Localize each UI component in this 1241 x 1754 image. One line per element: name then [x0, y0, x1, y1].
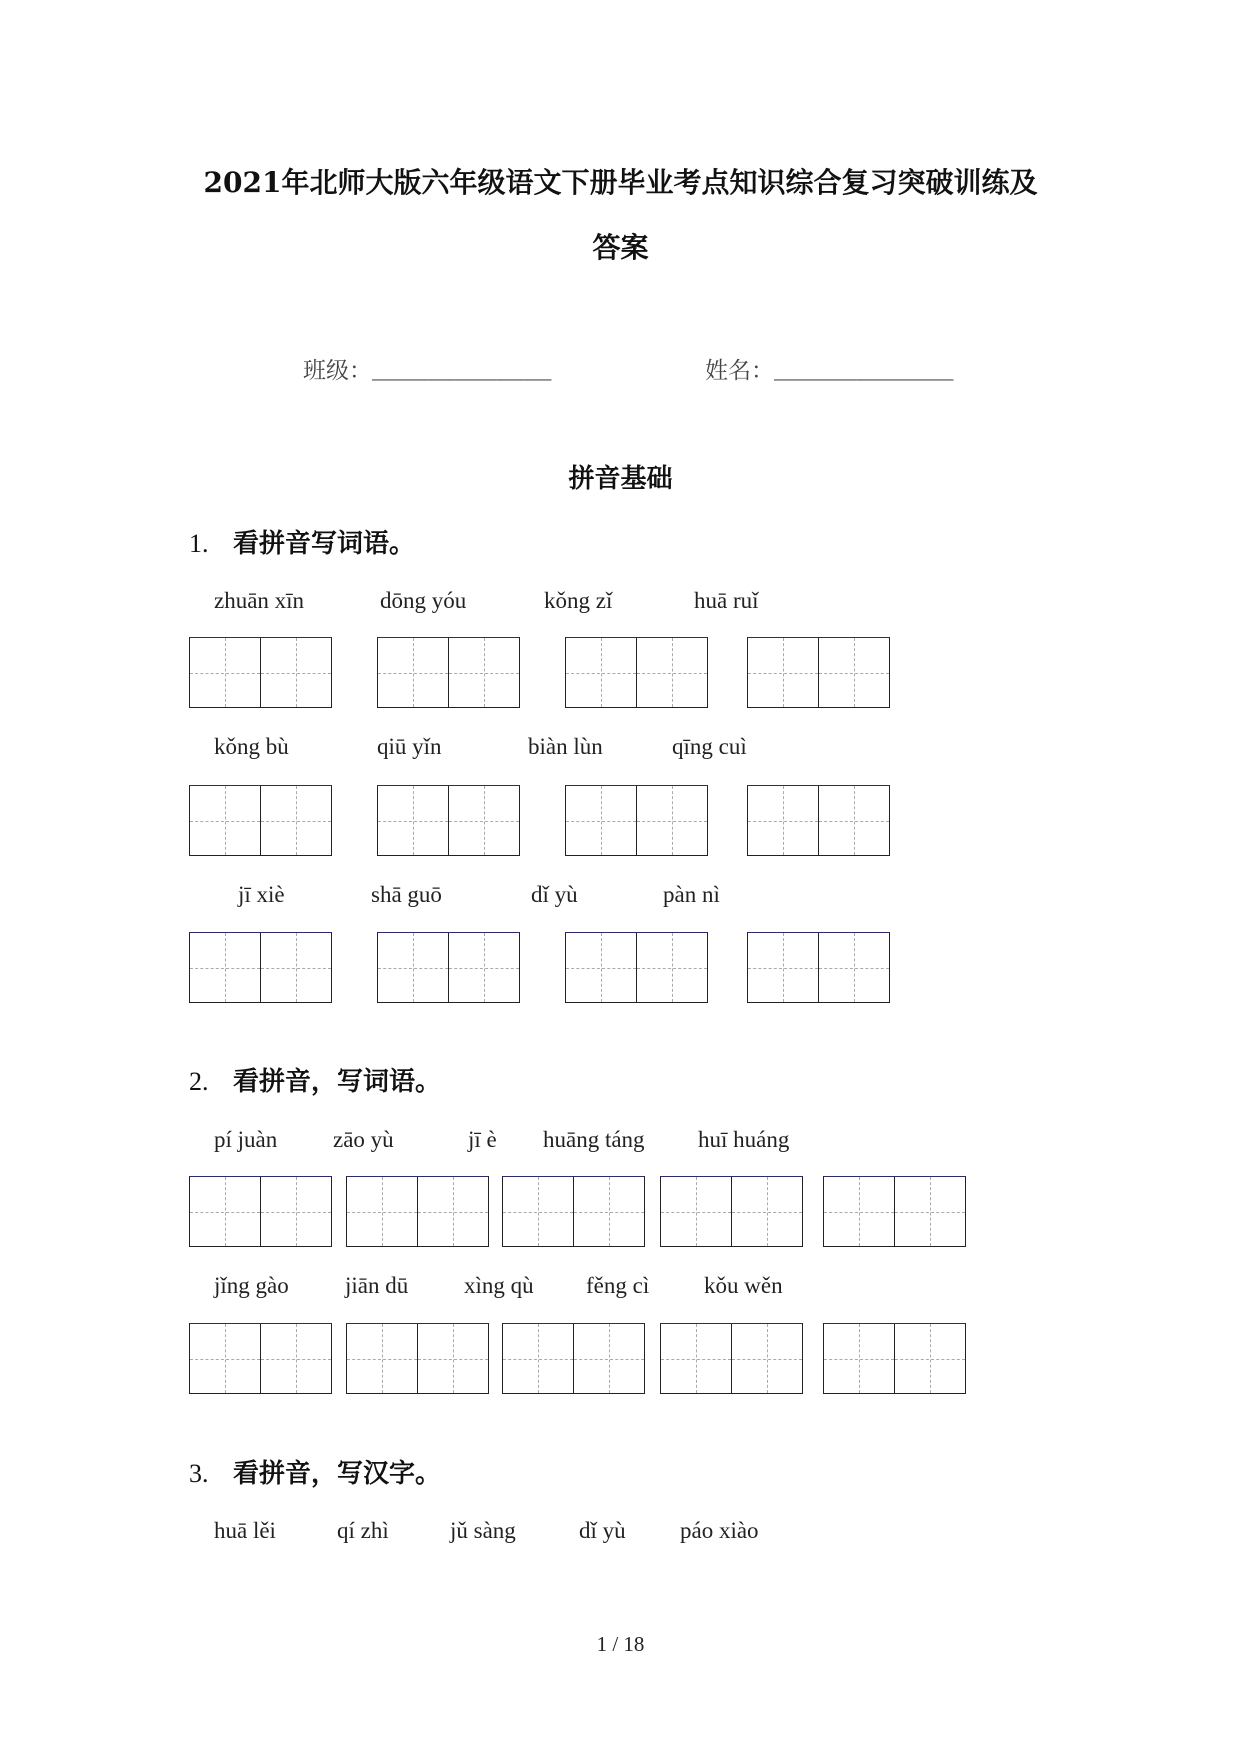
answer-box [189, 637, 332, 708]
class-label: 班级： [303, 358, 372, 384]
pinyin-word: jī è [468, 1127, 497, 1152]
writing-cell [661, 1177, 731, 1246]
question-3-number: 3. [189, 1459, 209, 1488]
class-blank: _____________ [372, 359, 552, 385]
answer-box [189, 785, 332, 856]
writing-cell [636, 786, 707, 855]
pinyin-word: jǐng gào [214, 1273, 289, 1298]
pinyin-word: huā lěi [214, 1518, 276, 1543]
writing-cell [731, 1324, 802, 1393]
pinyin-word: huāng táng [543, 1127, 645, 1152]
writing-cell [566, 638, 636, 707]
writing-cell [378, 933, 448, 1002]
pinyin-word: qiū yǐn [377, 734, 442, 759]
question-1-text: 看拼音写词语。 [233, 529, 416, 559]
pinyin-word: jǔ sàng [450, 1518, 516, 1543]
writing-cell [417, 1177, 488, 1246]
writing-cell [824, 1324, 894, 1393]
answer-box [747, 932, 890, 1003]
answer-box [189, 1323, 332, 1394]
answer-box [189, 932, 332, 1003]
pinyin-word: shā guō [371, 882, 442, 907]
answer-box [823, 1176, 966, 1247]
pinyin-word: biàn lùn [528, 734, 603, 759]
answer-box [823, 1323, 966, 1394]
writing-cell [448, 786, 519, 855]
writing-cell [378, 786, 448, 855]
name-label: 姓名： [705, 358, 774, 384]
writing-cell [503, 1324, 573, 1393]
writing-cell [748, 638, 818, 707]
answer-box [565, 932, 708, 1003]
writing-cell [731, 1177, 802, 1246]
writing-cell [818, 786, 889, 855]
answer-box [565, 785, 708, 856]
question-2-number: 2. [189, 1067, 209, 1096]
pinyin-word: huā ruǐ [694, 588, 759, 613]
writing-cell [573, 1324, 644, 1393]
writing-cell [190, 1324, 260, 1393]
writing-cell [748, 786, 818, 855]
writing-cell [347, 1324, 417, 1393]
pinyin-word: páo xiào [680, 1518, 759, 1543]
pinyin-word: kǒng zǐ [544, 588, 613, 613]
writing-cell [448, 638, 519, 707]
answer-box [747, 637, 890, 708]
writing-cell [748, 933, 818, 1002]
question-1-number: 1. [189, 529, 209, 558]
page-number: 1 / 18 [596, 1632, 645, 1656]
writing-cell [190, 638, 260, 707]
writing-cell [566, 786, 636, 855]
writing-cell [818, 638, 889, 707]
name-field [705, 359, 953, 384]
answer-box [189, 1176, 332, 1247]
pinyin-word: fěng cì [586, 1273, 650, 1298]
pinyin-word: kǒu wěn [704, 1273, 783, 1298]
writing-cell [260, 786, 331, 855]
pinyin-word: qīng cuì [672, 734, 747, 759]
pinyin-word: zāo yù [333, 1127, 394, 1152]
answer-box [660, 1323, 803, 1394]
answer-box [660, 1176, 803, 1247]
pinyin-word: dǐ yù [531, 882, 578, 907]
writing-cell [818, 933, 889, 1002]
writing-cell [260, 933, 331, 1002]
writing-cell [566, 933, 636, 1002]
pinyin-word: pí juàn [214, 1127, 278, 1152]
writing-cell [260, 1177, 331, 1246]
pinyin-word: jī xiè [238, 882, 285, 907]
answer-box [502, 1323, 645, 1394]
writing-cell [260, 1324, 331, 1393]
answer-box [565, 637, 708, 708]
writing-cell [260, 638, 331, 707]
question-2-text: 看拼音，写词语。 [233, 1067, 442, 1097]
writing-cell [661, 1324, 731, 1393]
pinyin-word: pàn nì [663, 882, 720, 907]
answer-box [346, 1323, 489, 1394]
writing-cell [190, 1177, 260, 1246]
pinyin-word: huī huáng [698, 1127, 790, 1152]
writing-cell [824, 1177, 894, 1246]
writing-cell [190, 786, 260, 855]
document-title-line2: 答案 [592, 231, 649, 264]
writing-cell [503, 1177, 573, 1246]
name-blank: _____________ [774, 359, 954, 385]
pinyin-word: dōng yóu [380, 588, 467, 613]
answer-box [502, 1176, 645, 1247]
writing-cell [636, 933, 707, 1002]
answer-box [377, 932, 520, 1003]
pinyin-word: qí zhì [337, 1518, 389, 1543]
pinyin-word: xìng qù [464, 1273, 534, 1298]
writing-cell [573, 1177, 644, 1246]
answer-box [377, 785, 520, 856]
writing-cell [190, 933, 260, 1002]
pinyin-word: jiān dū [345, 1273, 409, 1298]
writing-cell [894, 1177, 965, 1246]
writing-cell [448, 933, 519, 1002]
class-field [303, 359, 551, 384]
question-3-text: 看拼音，写汉字。 [233, 1459, 442, 1489]
writing-cell [636, 638, 707, 707]
writing-cell [894, 1324, 965, 1393]
pinyin-word: kǒng bù [214, 734, 289, 759]
writing-cell [347, 1177, 417, 1246]
pinyin-word: zhuān xīn [214, 588, 305, 613]
answer-box [346, 1176, 489, 1247]
writing-cell [378, 638, 448, 707]
section-title: 拼音基础 [568, 464, 673, 494]
pinyin-word: dǐ yù [579, 1518, 626, 1543]
writing-cell [417, 1324, 488, 1393]
document-title-line1: 2021年北师大版六年级语文下册毕业考点知识综合复习突破训练及 [203, 166, 1038, 199]
answer-box [747, 785, 890, 856]
answer-box [377, 637, 520, 708]
